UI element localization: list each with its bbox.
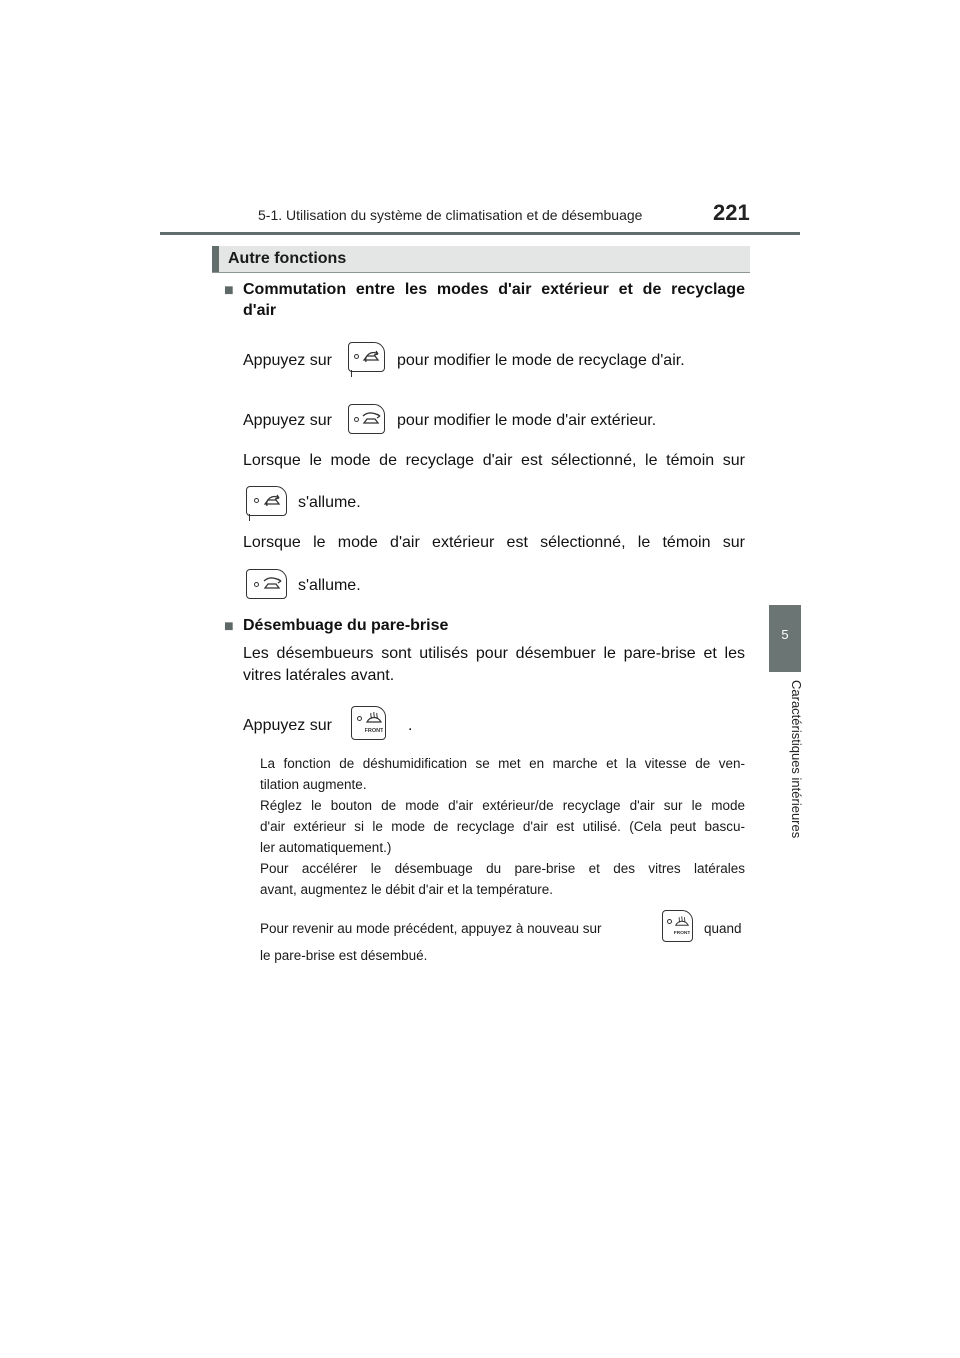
front-defroster-button[interactable]: [351, 706, 386, 740]
front-defroster-icon: [674, 914, 690, 940]
front-defroster-icon: [365, 710, 383, 738]
indicator-light: [357, 716, 362, 721]
header-rule: [160, 232, 800, 235]
press-period: .: [408, 717, 413, 734]
subsection-title-cont: d'air: [243, 302, 277, 319]
air-recirculation-icon: [362, 349, 382, 365]
page-number: 221: [713, 200, 750, 225]
press-label: Appuyez sur: [243, 412, 332, 429]
return-note: Pour revenir au mode précédent, appuyez à nouveau sur: [260, 921, 602, 936]
front-defroster-button-small[interactable]: [662, 910, 693, 942]
subsection-title: Commutation entre les modes d'air extérieur et de recyclage: [243, 281, 745, 298]
section-heading-rule: [212, 272, 750, 273]
chapter-title: Caractéristiques intérieures: [789, 680, 804, 839]
note-line: tilation augmente.: [260, 777, 367, 792]
indicator-light: [354, 417, 359, 422]
press-label: Appuyez sur: [243, 717, 332, 734]
outside-instruction: pour modifier le mode d'air extérieur.: [397, 412, 657, 429]
indicator-light: [254, 582, 259, 587]
bullet-square: ■: [224, 282, 234, 299]
outside-indicator-text: Lorsque le mode d'air extérieur est sélectionné, le témoin sur: [243, 534, 745, 551]
return-note-suffix: quand: [704, 921, 742, 936]
subsection-title: Désembuage du pare-brise: [243, 617, 449, 634]
recirculation-button-indicator: [246, 486, 287, 516]
air-recirculation-icon: [263, 493, 283, 509]
recirc-indicator-text: Lorsque le mode de recyclage d'air est sélectionné, le témoin sur: [243, 452, 745, 469]
indicator-light: [667, 919, 672, 924]
outside-air-icon: [362, 411, 382, 427]
bullet-square: ■: [224, 618, 234, 635]
note-line: Pour accélérer le désembuage du pare-brise et des vitres latérales: [260, 861, 745, 876]
section-title: 5-1. Utilisation du système de climatisation et de désembuage: [258, 207, 643, 223]
front-label: FRONT: [674, 931, 690, 937]
note-line: Réglez le bouton de mode d'air extérieur/de recyclage d'air sur le mode: [260, 798, 745, 813]
note-line: d'air extérieur si le mode de recyclage d'air est utilisé. (Cela peut bascu-: [260, 819, 745, 834]
note-line: avant, augmentez le débit d'air et la température.: [260, 882, 553, 897]
outside-air-icon: [263, 576, 283, 592]
outside-air-button[interactable]: [348, 404, 385, 434]
defrost-description: Les désembueurs sont utilisés pour désembuer le pare-brise et les: [243, 645, 745, 662]
press-label: Appuyez sur: [243, 352, 332, 369]
lights-up-text: s'allume.: [298, 494, 361, 511]
section-heading: [212, 246, 750, 272]
front-label: FRONT: [365, 728, 383, 734]
indicator-light: [354, 354, 359, 359]
note-line: ler automatiquement.): [260, 840, 392, 855]
return-note-cont: le pare-brise est désembué.: [260, 948, 428, 963]
outside-air-button-indicator: [246, 569, 287, 599]
indicator-light: [254, 498, 259, 503]
note-line: La fonction de déshumidification se met en marche et la vitesse de ven-: [260, 756, 745, 771]
lights-up-text: s'allume.: [298, 577, 361, 594]
defrost-description-cont: vitres latérales avant.: [243, 667, 395, 684]
chapter-tab[interactable]: [769, 605, 801, 672]
chapter-number: 5: [781, 627, 789, 642]
section-heading-text: Autre fonctions: [228, 250, 347, 267]
recirculation-button[interactable]: [348, 342, 385, 372]
recirc-instruction: pour modifier le mode de recyclage d'air.: [397, 352, 685, 369]
